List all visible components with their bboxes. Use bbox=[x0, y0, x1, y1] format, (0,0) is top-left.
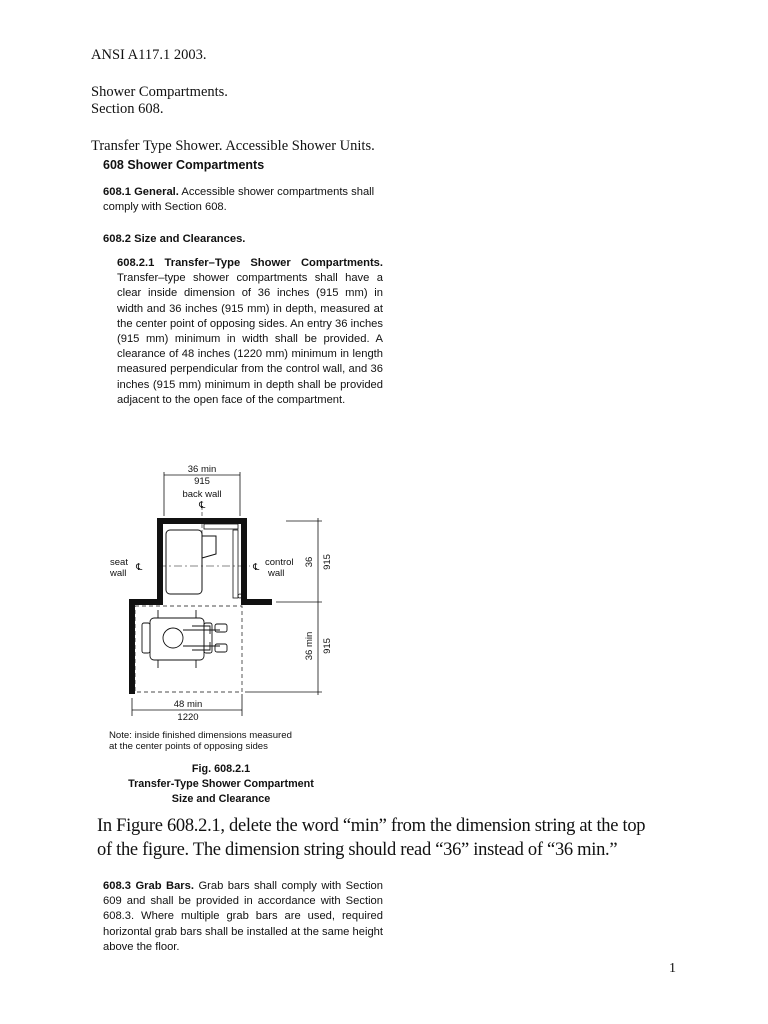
section-6081-heading: 608.1 General. bbox=[103, 186, 179, 198]
right-dim-upper: 36 bbox=[304, 556, 315, 568]
control-wall-label-1: control bbox=[265, 557, 294, 568]
figure-caption bbox=[103, 762, 339, 807]
section-6082-1 bbox=[117, 256, 383, 408]
seat-wall-label-2: wall bbox=[110, 568, 127, 579]
section-6083-text: Grab bars shall comply with Section 609 and shall be provided in accordance with Section 608.3. Where multiple grab bars are used, required horizontal grab bars shall be installed at the same height above the floor. bbox=[103, 880, 383, 953]
seat-wall-label-1: seat bbox=[110, 557, 128, 568]
correction-note: In Figure 608.2.1, delete the word “min” from the dimension string at the top of the figure. The dimension string should read “36” instead of “36 min.” bbox=[97, 816, 646, 860]
right-dim-lower: 36 min bbox=[304, 631, 315, 661]
figure-caption-number: Fig. 608.2.1 bbox=[191, 763, 251, 775]
figure-note bbox=[109, 730, 329, 752]
doc-header-section: Section 608. bbox=[91, 101, 164, 117]
section-6082-1-heading: 608.2.1 Transfer–Type Shower Compartments. bbox=[117, 257, 383, 269]
control-wall-centerline: ℄ bbox=[253, 562, 260, 573]
grab-bar bbox=[233, 530, 238, 598]
top-dim-mm: 915 bbox=[194, 476, 210, 487]
doc-header-standard: ANSI A117.1 2003. bbox=[91, 47, 207, 63]
right-dim-upper-mm: 915 bbox=[322, 554, 333, 570]
back-wall-centerline: ℄ bbox=[198, 500, 206, 511]
section-6081 bbox=[103, 185, 388, 215]
section-6083-heading: 608.3 Grab Bars. bbox=[103, 880, 194, 892]
bottom-dim-label: 48 min bbox=[173, 699, 203, 710]
figure-note-line1: Note: inside finished dimensions measured bbox=[109, 730, 292, 741]
section-title: 608 Shower Compartments bbox=[103, 158, 265, 172]
section-6082-heading: 608.2 Size and Clearances. bbox=[103, 233, 246, 245]
top-dim-label: 36 min bbox=[187, 464, 217, 475]
shower-compartment-figure bbox=[100, 458, 350, 728]
shower-seat bbox=[166, 530, 202, 594]
bottom-dim-mm: 1220 bbox=[177, 712, 199, 723]
seat-wall-centerline: ℄ bbox=[136, 562, 143, 573]
right-dim-lower-mm: 915 bbox=[322, 638, 333, 654]
figure-caption-title: Transfer-Type Shower Compartment bbox=[128, 778, 314, 790]
section-6083 bbox=[103, 879, 383, 955]
control-wall-label-2: wall bbox=[268, 568, 285, 579]
section-6082-1-text: Transfer–type shower compartments shall have a clear inside dimension of 36 inches (915 mm) in width and 36 inches (915 mm) in depth, measured at the center point of opposing sides. An entry 36 inches (915 mm) minimum in width shall be provided. A clearance of 48 inches (1220 mm) minimum in length measured perpendicular from the control wall, and 36 inches (915 mm) minimum in depth shall be provided adjacent to the open face of the compartment. bbox=[117, 272, 383, 406]
wheelchair-icon bbox=[142, 610, 227, 668]
doc-header-subject: Transfer Type Shower. Accessible Shower Units. bbox=[91, 138, 375, 154]
figure-note-line2: at the center points of opposing sides bbox=[109, 741, 268, 752]
page-number: 1 bbox=[669, 961, 676, 976]
section-6081-text: Accessible shower compartments shall comply with Section 608. bbox=[103, 186, 375, 214]
back-wall-label: back wall bbox=[182, 489, 222, 500]
doc-header-topic: Shower Compartments. bbox=[91, 84, 228, 100]
figure-caption-subtitle: Size and Clearance bbox=[171, 793, 271, 805]
